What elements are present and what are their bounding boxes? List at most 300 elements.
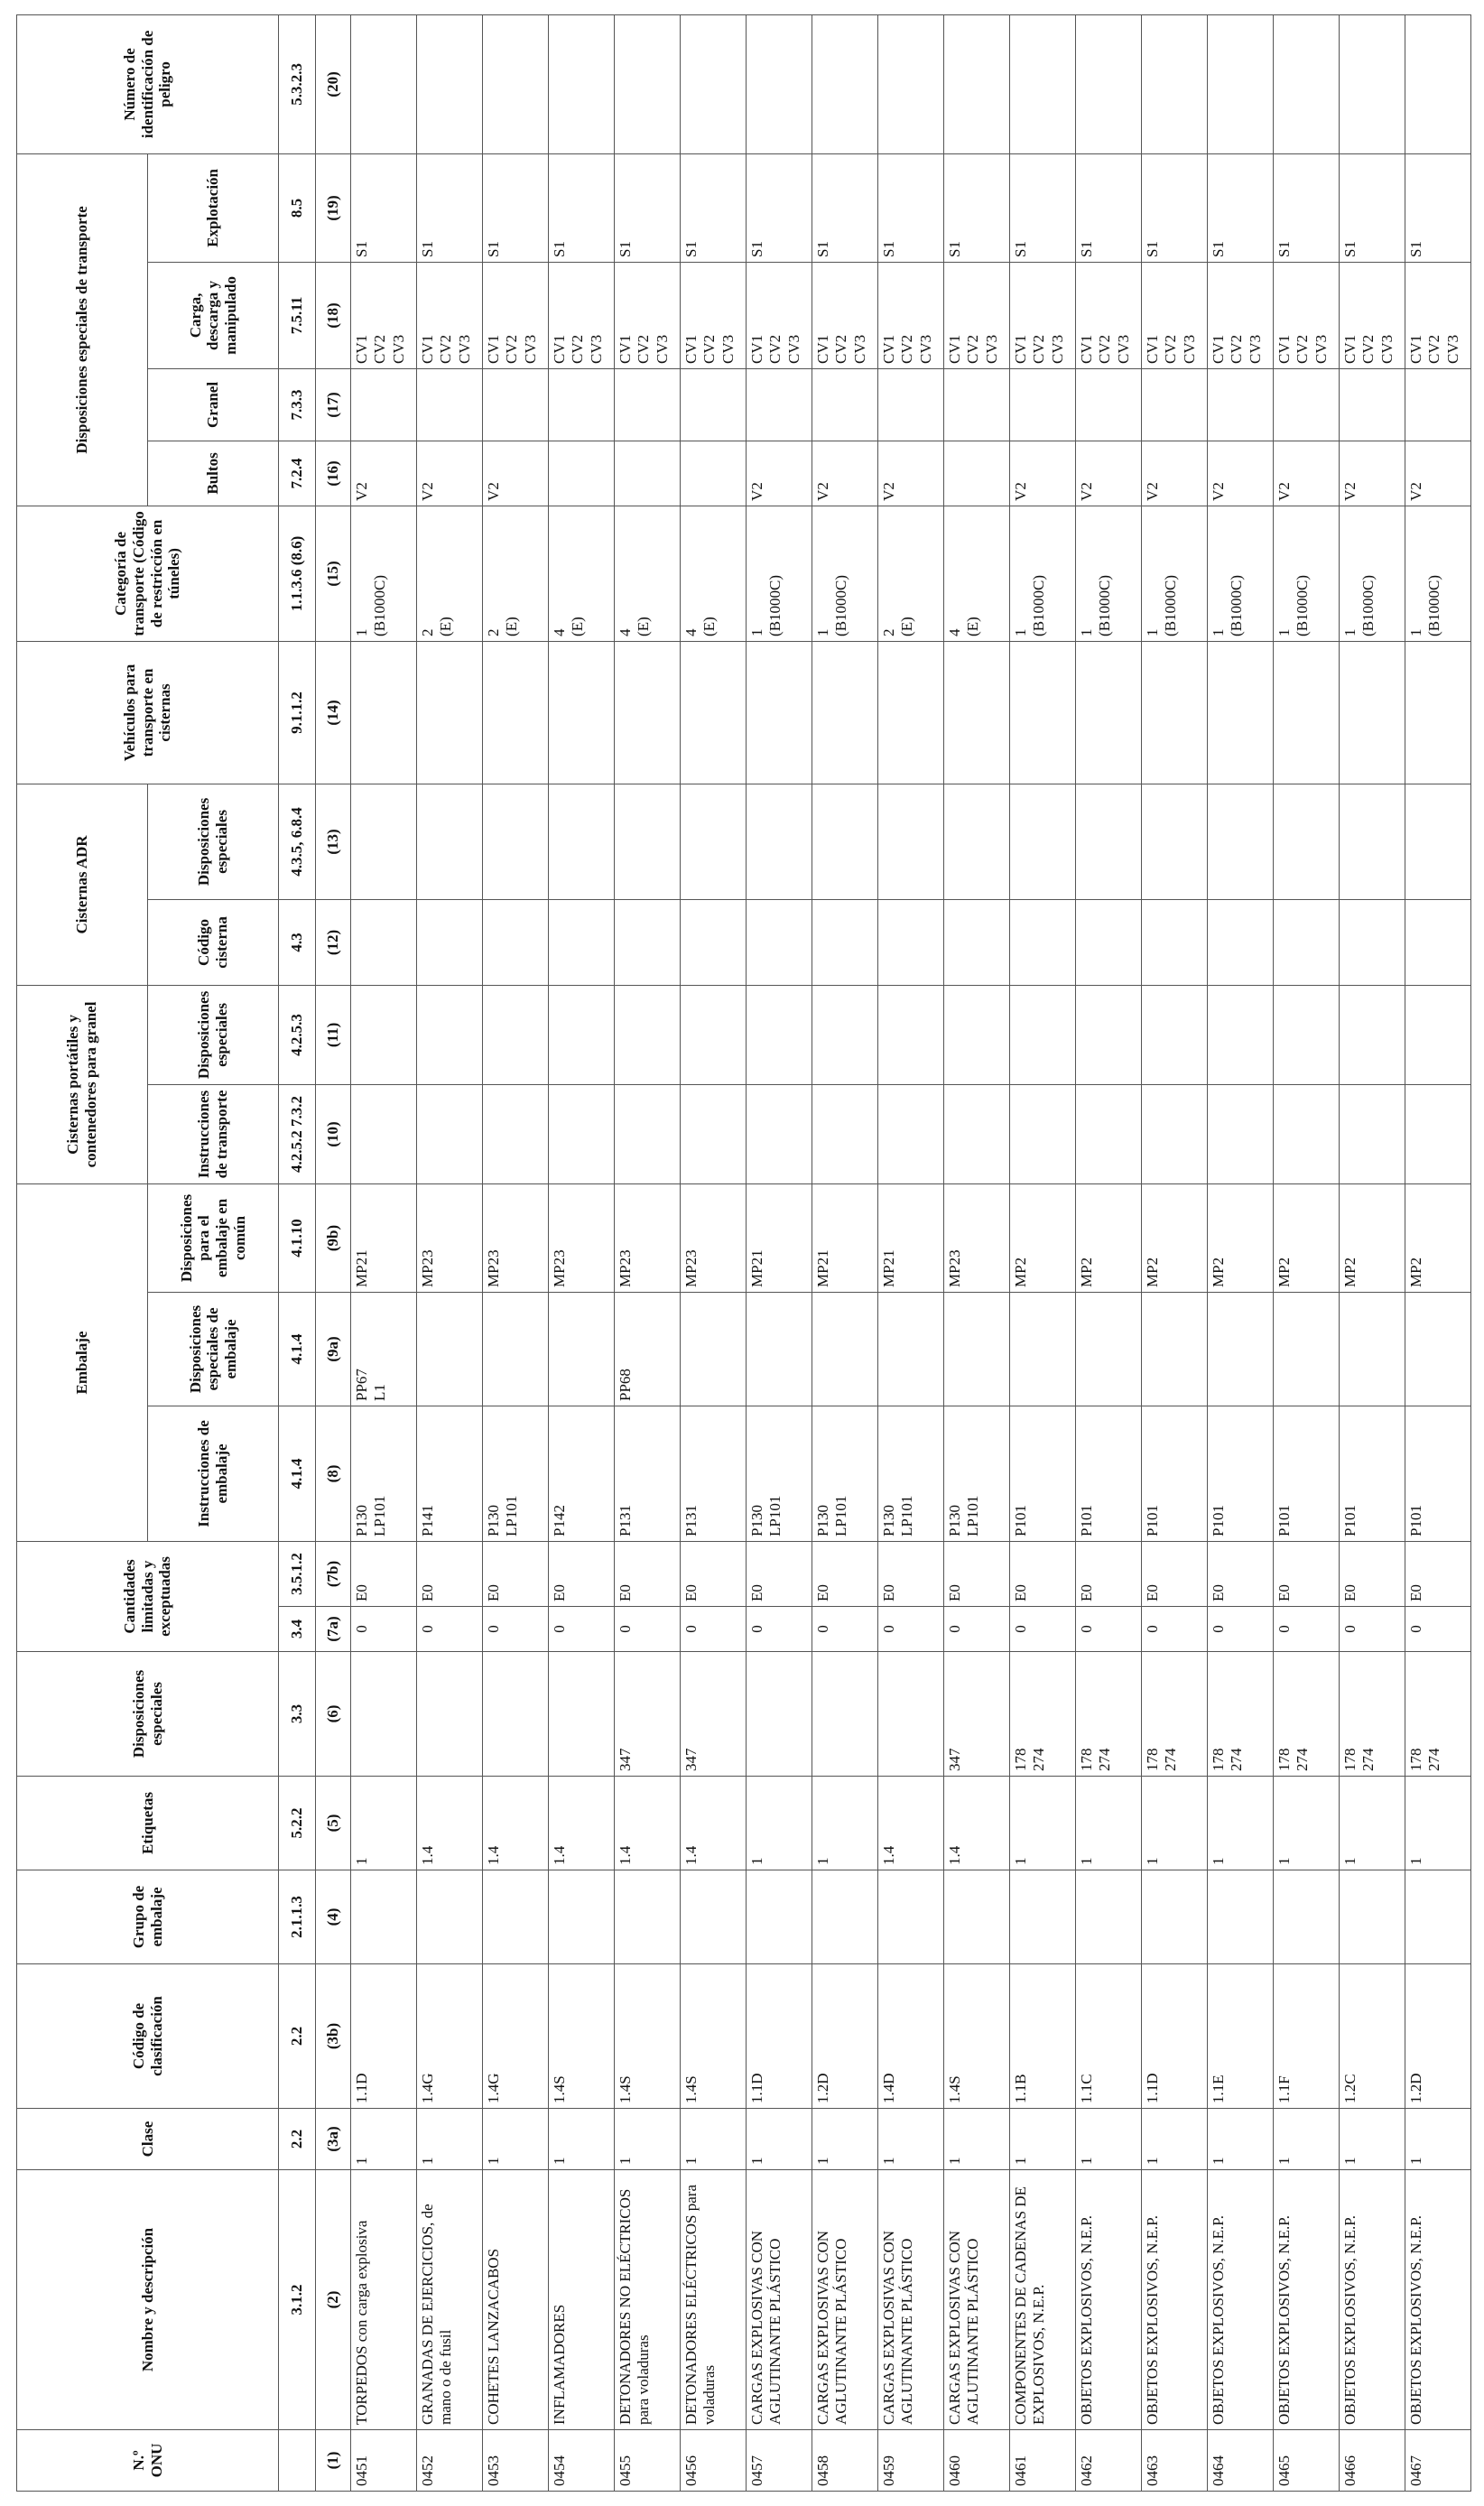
labels-cell: 1.4 [944, 1777, 1010, 1870]
special-provisions-cell: 178 274 [1010, 1652, 1076, 1777]
transport-category-cell: 1 (B1000C) [1010, 506, 1076, 641]
special-provisions-cell: 178 274 [1340, 1652, 1405, 1777]
bulk-provision-cell [483, 368, 549, 441]
portable-tank-provisions-cell [747, 985, 812, 1084]
bulk-provision-cell [812, 368, 878, 441]
limited-quantity-cell: 0 [549, 1607, 615, 1652]
operation-provision-cell: S1 [1142, 153, 1208, 262]
bulk-provision-cell [681, 368, 747, 441]
tank-code-cell [944, 899, 1010, 985]
un-number-cell: 0455 [615, 2430, 681, 2492]
classification-code-cell: 1.1D [351, 1964, 417, 2109]
limited-quantity-cell: 0 [812, 1607, 878, 1652]
transport-instruction-cell [1010, 1084, 1076, 1183]
un-number-cell: 0459 [878, 2430, 944, 2492]
excepted-quantity-cell: E0 [351, 1542, 417, 1607]
header-special-packing-provisions: Disposiciones especiales de embalaje [148, 1293, 279, 1406]
adr-tank-provisions-cell [681, 784, 747, 899]
packing-instruction-cell: P130 LP101 [351, 1406, 417, 1542]
header-classification-code: Código de clasificación [17, 1964, 279, 2109]
loading-provision-cell: CV1 CV2 CV3 [1010, 262, 1076, 368]
hazard-id-cell [812, 14, 878, 153]
adr-tank-provisions-cell [944, 784, 1010, 899]
table-row [483, 14, 549, 2491]
loading-provision-cell: CV1 CV2 CV3 [351, 262, 417, 368]
column-number-cell: (1) [316, 2430, 351, 2492]
column-number-cell: (18) [316, 262, 351, 368]
excepted-quantity-cell: E0 [812, 1542, 878, 1607]
transport-category-cell: 1 (B1000C) [351, 506, 417, 641]
column-number-cell: (12) [316, 899, 351, 985]
transport-instruction-cell [681, 1084, 747, 1183]
class-cell: 1 [1142, 2109, 1208, 2170]
column-number-cell: (3b) [316, 1964, 351, 2109]
un-number-cell: 0460 [944, 2430, 1010, 2492]
class-cell: 1 [747, 2109, 812, 2170]
section-reference-cell: 2.2 [279, 1964, 316, 2109]
classification-code-cell: 1.2D [1405, 1964, 1471, 2109]
hazard-id-cell [1142, 14, 1208, 153]
labels-cell: 1.4 [681, 1777, 747, 1870]
header-loading-handling: Carga, descarga y manipulado [148, 262, 279, 368]
mixed-packing-cell: MP2 [1076, 1183, 1142, 1292]
table-header [17, 14, 351, 2491]
operation-provision-cell: S1 [615, 153, 681, 262]
limited-quantity-cell: 0 [747, 1607, 812, 1652]
header-row-section-references [279, 14, 316, 2491]
name-cell: COHETES LANZACABOS [483, 2170, 549, 2430]
packages-provision-cell: V2 [1142, 441, 1208, 506]
loading-provision-cell: CV1 CV2 CV3 [1208, 262, 1274, 368]
tank-vehicle-cell [417, 641, 483, 784]
labels-cell: 1.4 [483, 1777, 549, 1870]
header-packing-instructions: Instrucciones de embalaje [148, 1406, 279, 1542]
portable-tank-provisions-cell [1208, 985, 1274, 1084]
tank-vehicle-cell [351, 641, 417, 784]
name-cell: CARGAS EXPLOSIVAS CON AGLUTINANTE PLÁSTICO [878, 2170, 944, 2430]
tank-code-cell [681, 899, 747, 985]
transport-instruction-cell [417, 1084, 483, 1183]
special-provisions-cell: 347 [615, 1652, 681, 1777]
special-provisions-cell [351, 1652, 417, 1777]
transport-instruction-cell [878, 1084, 944, 1183]
tank-code-cell [1340, 899, 1405, 985]
classification-code-cell: 1.4S [549, 1964, 615, 2109]
bulk-provision-cell [615, 368, 681, 441]
header-special-transport-group: Disposiciones especiales de transporte [17, 153, 148, 506]
hazard-id-cell [351, 14, 417, 153]
special-packing-cell [417, 1293, 483, 1406]
packages-provision-cell: V2 [351, 441, 417, 506]
special-packing-cell [681, 1293, 747, 1406]
excepted-quantity-cell: E0 [615, 1542, 681, 1607]
transport-category-cell: 2 (E) [483, 506, 549, 641]
portable-tank-provisions-cell [1076, 985, 1142, 1084]
name-cell: OBJETOS EXPLOSIVOS, N.E.P. [1076, 2170, 1142, 2430]
bulk-provision-cell [1405, 368, 1471, 441]
mixed-packing-cell: MP2 [1274, 1183, 1340, 1292]
adr-tank-provisions-cell [812, 784, 878, 899]
classification-code-cell: 1.1B [1010, 1964, 1076, 2109]
adr-tank-provisions-cell [1405, 784, 1471, 899]
loading-provision-cell: CV1 CV2 CV3 [483, 262, 549, 368]
limited-quantity-cell: 0 [351, 1607, 417, 1652]
operation-provision-cell: S1 [1405, 153, 1471, 262]
section-reference-cell: 4.2.5.2 7.3.2 [279, 1084, 316, 1183]
portable-tank-provisions-cell [1405, 985, 1471, 1084]
packages-provision-cell: V2 [1208, 441, 1274, 506]
excepted-quantity-cell: E0 [1076, 1542, 1142, 1607]
limited-quantity-cell: 0 [1142, 1607, 1208, 1652]
labels-cell: 1 [747, 1777, 812, 1870]
transport-instruction-cell [483, 1084, 549, 1183]
section-reference-cell: 3.1.2 [279, 2170, 316, 2430]
operation-provision-cell: S1 [681, 153, 747, 262]
loading-provision-cell: CV1 CV2 CV3 [417, 262, 483, 368]
packing-group-cell [878, 1870, 944, 1964]
excepted-quantity-cell: E0 [944, 1542, 1010, 1607]
tank-vehicle-cell [747, 641, 812, 784]
column-number-cell: (7b) [316, 1542, 351, 1607]
class-cell: 1 [1076, 2109, 1142, 2170]
packing-group-cell [1208, 1870, 1274, 1964]
packing-instruction-cell: P101 [1340, 1406, 1405, 1542]
operation-provision-cell: S1 [1010, 153, 1076, 262]
hazard-id-cell [878, 14, 944, 153]
special-packing-cell [1405, 1293, 1471, 1406]
special-provisions-cell: 178 274 [1274, 1652, 1340, 1777]
tank-vehicle-cell [1340, 641, 1405, 784]
column-number-cell: (2) [316, 2170, 351, 2430]
name-cell: OBJETOS EXPLOSIVOS, N.E.P. [1208, 2170, 1274, 2430]
portable-tank-provisions-cell [549, 985, 615, 1084]
name-cell: OBJETOS EXPLOSIVOS, N.E.P. [1274, 2170, 1340, 2430]
loading-provision-cell: CV1 CV2 CV3 [747, 262, 812, 368]
class-cell: 1 [1274, 2109, 1340, 2170]
portable-tank-provisions-cell [944, 985, 1010, 1084]
portable-tank-provisions-cell [1274, 985, 1340, 1084]
limited-quantity-cell: 0 [483, 1607, 549, 1652]
transport-category-cell: 2 (E) [878, 506, 944, 641]
bulk-provision-cell [417, 368, 483, 441]
class-cell: 1 [944, 2109, 1010, 2170]
class-cell: 1 [1208, 2109, 1274, 2170]
tank-code-cell [747, 899, 812, 985]
excepted-quantity-cell: E0 [1405, 1542, 1471, 1607]
tank-vehicle-cell [1208, 641, 1274, 784]
column-number-cell: (11) [316, 985, 351, 1084]
transport-instruction-cell [615, 1084, 681, 1183]
labels-cell: 1.4 [549, 1777, 615, 1870]
classification-code-cell: 1.1E [1208, 1964, 1274, 2109]
classification-code-cell: 1.4S [681, 1964, 747, 2109]
mixed-packing-cell: MP23 [681, 1183, 747, 1292]
labels-cell: 1.4 [417, 1777, 483, 1870]
operation-provision-cell: S1 [1340, 153, 1405, 262]
loading-provision-cell: CV1 CV2 CV3 [1274, 262, 1340, 368]
class-cell: 1 [549, 2109, 615, 2170]
header-operation: Explotación [148, 153, 279, 262]
un-number-cell: 0463 [1142, 2430, 1208, 2492]
class-cell: 1 [812, 2109, 878, 2170]
class-cell: 1 [615, 2109, 681, 2170]
transport-category-cell: 1 (B1000C) [1076, 506, 1142, 641]
bulk-provision-cell [747, 368, 812, 441]
operation-provision-cell: S1 [878, 153, 944, 262]
tank-vehicle-cell [483, 641, 549, 784]
tank-code-cell [1010, 899, 1076, 985]
labels-cell: 1 [1405, 1777, 1471, 1870]
column-number-cell: (15) [316, 506, 351, 641]
bulk-provision-cell [1208, 368, 1274, 441]
packages-provision-cell: V2 [417, 441, 483, 506]
transport-instruction-cell [1405, 1084, 1471, 1183]
packing-group-cell [351, 1870, 417, 1964]
special-provisions-cell: 178 274 [1405, 1652, 1471, 1777]
bulk-provision-cell [1274, 368, 1340, 441]
un-number-cell: 0458 [812, 2430, 878, 2492]
operation-provision-cell: S1 [549, 153, 615, 262]
packages-provision-cell: V2 [483, 441, 549, 506]
name-cell: TORPEDOS con carga explosiva [351, 2170, 417, 2430]
packages-provision-cell: V2 [1340, 441, 1405, 506]
adr-tank-provisions-cell [1142, 784, 1208, 899]
operation-provision-cell: S1 [1274, 153, 1340, 262]
limited-quantity-cell: 0 [1274, 1607, 1340, 1652]
labels-cell: 1 [1274, 1777, 1340, 1870]
tank-code-cell [615, 899, 681, 985]
section-reference-cell: 4.1.4 [279, 1406, 316, 1542]
packages-provision-cell: V2 [1076, 441, 1142, 506]
classification-code-cell: 1.2C [1340, 1964, 1405, 2109]
bulk-provision-cell [351, 368, 417, 441]
special-packing-cell [1142, 1293, 1208, 1406]
tank-vehicle-cell [1076, 641, 1142, 784]
adr-tank-provisions-cell [417, 784, 483, 899]
tank-code-cell [1076, 899, 1142, 985]
limited-quantity-cell: 0 [1340, 1607, 1405, 1652]
table-row [1142, 14, 1208, 2491]
table-row [944, 14, 1010, 2491]
packing-group-cell [747, 1870, 812, 1964]
packing-group-cell [1274, 1870, 1340, 1964]
bulk-provision-cell [1142, 368, 1208, 441]
transport-instruction-cell [1142, 1084, 1208, 1183]
class-cell: 1 [483, 2109, 549, 2170]
excepted-quantity-cell: E0 [549, 1542, 615, 1607]
dangerous-goods-table [16, 14, 1471, 2492]
excepted-quantity-cell: E0 [681, 1542, 747, 1607]
un-number-cell: 0464 [1208, 2430, 1274, 2492]
section-reference-cell: 3.5.1.2 [279, 1542, 316, 1607]
special-provisions-cell [812, 1652, 878, 1777]
packing-instruction-cell: P130 LP101 [878, 1406, 944, 1542]
table-row [747, 14, 812, 2491]
packages-provision-cell: V2 [1274, 441, 1340, 506]
special-packing-cell [944, 1293, 1010, 1406]
special-provisions-cell: 178 274 [1142, 1652, 1208, 1777]
packing-instruction-cell: P101 [1405, 1406, 1471, 1542]
packing-instruction-cell: P131 [615, 1406, 681, 1542]
packages-provision-cell: V2 [812, 441, 878, 506]
tank-vehicle-cell [681, 641, 747, 784]
header-limited-quantities: Cantidades limitadas y exceptuadas [17, 1542, 279, 1652]
mixed-packing-cell: MP23 [615, 1183, 681, 1292]
portable-tank-provisions-cell [1010, 985, 1076, 1084]
transport-category-cell: 1 (B1000C) [1274, 506, 1340, 641]
un-number-cell: 0457 [747, 2430, 812, 2492]
tank-code-cell [417, 899, 483, 985]
name-cell: CARGAS EXPLOSIVAS CON AGLUTINANTE PLÁSTICO [812, 2170, 878, 2430]
adr-tank-provisions-cell [1076, 784, 1142, 899]
portable-tank-provisions-cell [812, 985, 878, 1084]
header-transport-category: Categoría de transporte (Código de restricción en túneles) [17, 506, 279, 641]
mixed-packing-cell: MP23 [417, 1183, 483, 1292]
section-reference-cell: 3.3 [279, 1652, 316, 1777]
adr-tank-provisions-cell [351, 784, 417, 899]
tank-code-cell [351, 899, 417, 985]
section-reference-cell: 8.5 [279, 153, 316, 262]
transport-category-cell: 1 (B1000C) [1340, 506, 1405, 641]
packing-group-cell [417, 1870, 483, 1964]
labels-cell: 1 [1076, 1777, 1142, 1870]
table-row [615, 14, 681, 2491]
un-number-cell: 0467 [1405, 2430, 1471, 2492]
adr-tank-provisions-cell [549, 784, 615, 899]
tank-vehicle-cell [878, 641, 944, 784]
special-packing-cell [1274, 1293, 1340, 1406]
column-number-cell: (7a) [316, 1607, 351, 1652]
tank-code-cell [1142, 899, 1208, 985]
mixed-packing-cell: MP21 [747, 1183, 812, 1292]
section-reference-cell: 3.4 [279, 1607, 316, 1652]
column-number-cell: (20) [316, 14, 351, 153]
labels-cell: 1 [812, 1777, 878, 1870]
portable-tank-provisions-cell [483, 985, 549, 1084]
mixed-packing-cell: MP21 [812, 1183, 878, 1292]
excepted-quantity-cell: E0 [417, 1542, 483, 1607]
packages-provision-cell: V2 [747, 441, 812, 506]
name-cell: CARGAS EXPLOSIVAS CON AGLUTINANTE PLÁSTICO [944, 2170, 1010, 2430]
excepted-quantity-cell: E0 [1274, 1542, 1340, 1607]
hazard-id-cell [1076, 14, 1142, 153]
excepted-quantity-cell: E0 [1208, 1542, 1274, 1607]
classification-code-cell: 1.4D [878, 1964, 944, 2109]
class-cell: 1 [417, 2109, 483, 2170]
operation-provision-cell: S1 [351, 153, 417, 262]
column-number-cell: (17) [316, 368, 351, 441]
class-cell: 1 [1340, 2109, 1405, 2170]
transport-category-cell: 1 (B1000C) [1405, 506, 1471, 641]
column-number-cell: (8) [316, 1406, 351, 1542]
packing-instruction-cell: P130 LP101 [747, 1406, 812, 1542]
section-reference-cell: 4.3 [279, 899, 316, 985]
labels-cell: 1 [1340, 1777, 1405, 1870]
adr-tank-provisions-cell [615, 784, 681, 899]
class-cell: 1 [878, 2109, 944, 2170]
excepted-quantity-cell: E0 [1010, 1542, 1076, 1607]
bulk-provision-cell [1010, 368, 1076, 441]
table-row [1405, 14, 1471, 2491]
header-class: Clase [17, 2109, 279, 2170]
transport-instruction-cell [1208, 1084, 1274, 1183]
packing-group-cell [483, 1870, 549, 1964]
labels-cell: 1.4 [878, 1777, 944, 1870]
packing-group-cell [1142, 1870, 1208, 1964]
name-cell: OBJETOS EXPLOSIVOS, N.E.P. [1405, 2170, 1471, 2430]
bulk-provision-cell [944, 368, 1010, 441]
operation-provision-cell: S1 [944, 153, 1010, 262]
limited-quantity-cell: 0 [417, 1607, 483, 1652]
packages-provision-cell: V2 [1010, 441, 1076, 506]
header-tank-vehicles: Vehículos para transporte en cisternas [17, 641, 279, 784]
column-number-cell: (13) [316, 784, 351, 899]
un-number-cell: 0466 [1340, 2430, 1405, 2492]
operation-provision-cell: S1 [812, 153, 878, 262]
classification-code-cell: 1.1F [1274, 1964, 1340, 2109]
classification-code-cell: 1.4G [483, 1964, 549, 2109]
special-provisions-cell [747, 1652, 812, 1777]
packages-provision-cell [549, 441, 615, 506]
transport-category-cell: 4 (E) [549, 506, 615, 641]
name-cell: DETONADORES NO ELÉCTRICOS para voladuras [615, 2170, 681, 2430]
mixed-packing-cell: MP2 [1340, 1183, 1405, 1292]
packing-group-cell [549, 1870, 615, 1964]
mixed-packing-cell: MP21 [878, 1183, 944, 1292]
mixed-packing-cell: MP23 [549, 1183, 615, 1292]
portable-tank-provisions-cell [878, 985, 944, 1084]
tank-vehicle-cell [812, 641, 878, 784]
packages-provision-cell: V2 [1405, 441, 1471, 506]
column-number-cell: (9b) [316, 1183, 351, 1292]
loading-provision-cell: CV1 CV2 CV3 [812, 262, 878, 368]
special-packing-cell [812, 1293, 878, 1406]
classification-code-cell: 1.1D [747, 1964, 812, 2109]
packing-instruction-cell: P142 [549, 1406, 615, 1542]
table-row [1274, 14, 1340, 2491]
name-cell: GRANADAS DE EJERCICIOS, de mano o de fusil [417, 2170, 483, 2430]
adr-tank-provisions-cell [1340, 784, 1405, 899]
section-reference-cell: 7.2.4 [279, 441, 316, 506]
adr-tank-provisions-cell [878, 784, 944, 899]
table-row [549, 14, 615, 2491]
transport-instruction-cell [812, 1084, 878, 1183]
header-adr-special-provisions: Disposiciones especiales [148, 784, 279, 899]
limited-quantity-cell: 0 [1208, 1607, 1274, 1652]
packages-provision-cell [681, 441, 747, 506]
tank-code-cell [1274, 899, 1340, 985]
special-packing-cell: PP68 [615, 1293, 681, 1406]
hazard-id-cell [483, 14, 549, 153]
limited-quantity-cell: 0 [1405, 1607, 1471, 1652]
header-transport-instructions: Instrucciones de transporte [148, 1084, 279, 1183]
hazard-id-cell [944, 14, 1010, 153]
mixed-packing-cell: MP21 [351, 1183, 417, 1292]
packages-provision-cell: V2 [878, 441, 944, 506]
hazard-id-cell [1405, 14, 1471, 153]
hazard-id-cell [1010, 14, 1076, 153]
packing-group-cell [1340, 1870, 1405, 1964]
special-packing-cell [1010, 1293, 1076, 1406]
packing-group-cell [812, 1870, 878, 1964]
tank-vehicle-cell [1274, 641, 1340, 784]
classification-code-cell: 1.1C [1076, 1964, 1142, 2109]
hazard-id-cell [1340, 14, 1405, 153]
name-cell: OBJETOS EXPLOSIVOS, N.E.P. [1142, 2170, 1208, 2430]
loading-provision-cell: CV1 CV2 CV3 [878, 262, 944, 368]
section-reference-cell: 4.3.5, 6.8.4 [279, 784, 316, 899]
packing-instruction-cell: P130 LP101 [812, 1406, 878, 1542]
